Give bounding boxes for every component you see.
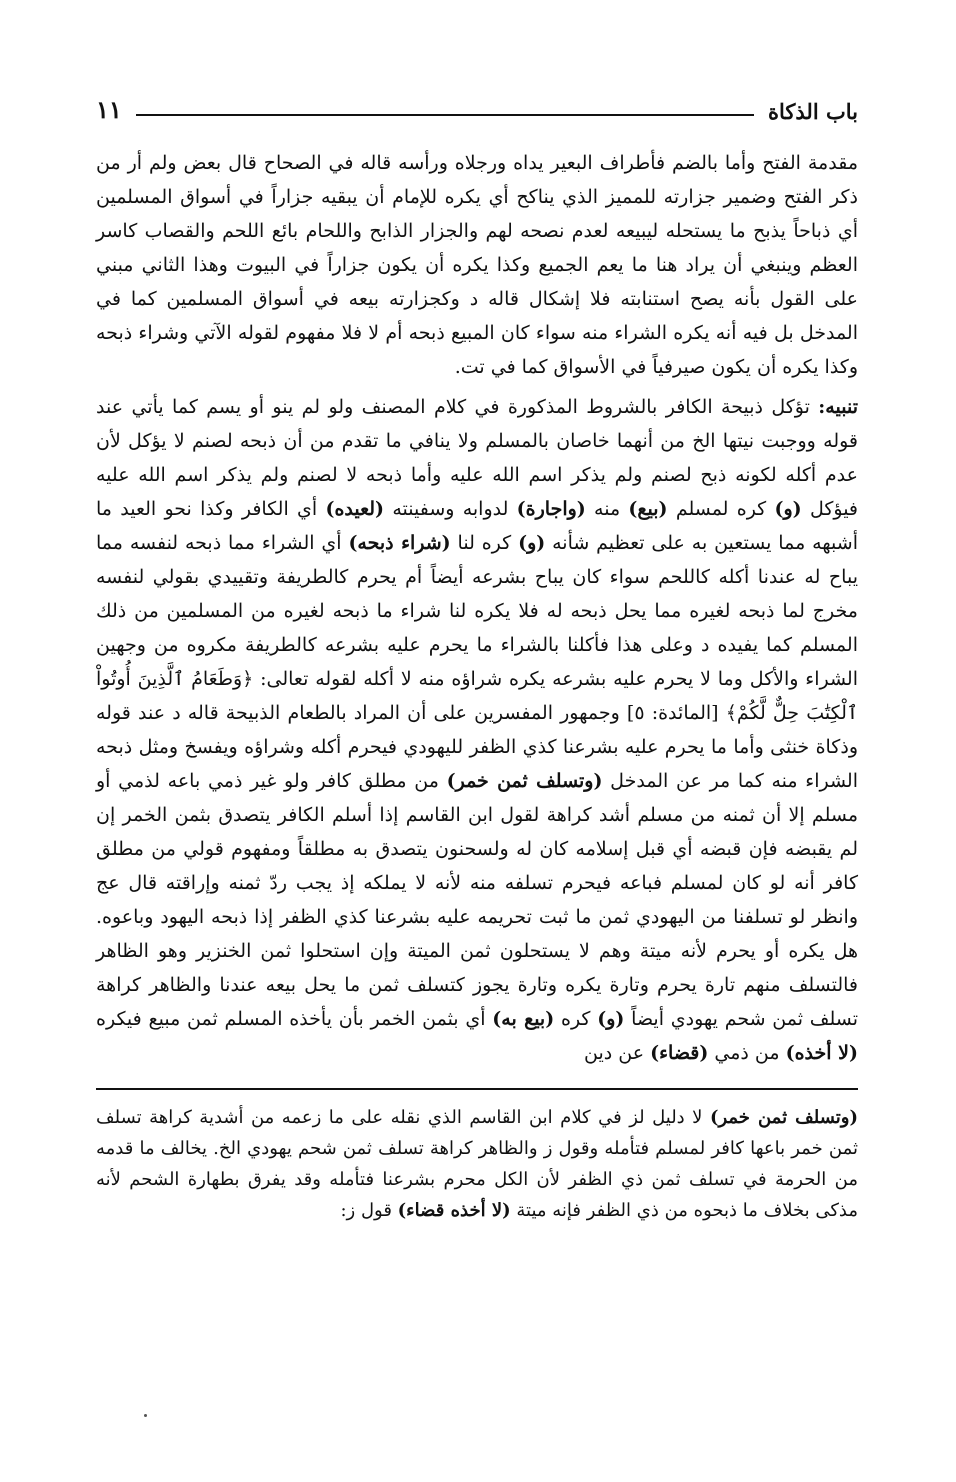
text-run: كره لنا — [450, 532, 519, 554]
matn-term: (و) — [597, 1008, 625, 1030]
text-run: منه — [585, 498, 629, 520]
text-run: [المائدة: ٥] وجمهور المفسرين على أن المراد بالطعام الذبيحة قاله د عند قوله وذكاة خنثى وأما ما يحرم عليه بشرعنا كذي الظفر لليهودي فيحرم أكله وشراؤه ويفسخ ومثل ذبحه الشراء منه كما مر عن المدخل — [96, 702, 858, 792]
matn-term: (وتسلف ثمن خمر) — [446, 770, 603, 792]
header-rule — [136, 114, 754, 116]
book-page — [96, 80, 858, 1440]
paragraph-commentary: مقدمة الفتح وأما بالضم فأطراف البعير يداه ورجلاه ورأسه قاله في الصحاح قال بعض ولم أر من ذكر الفتح وضمير جزارته للمميز الذي يناكح أي يكره للإمام أن يبقيه جزاراً في أسواق المسلمين أي ذباحاً يذبح ما يستحله ليبيعه لعدم نصحه لهم والجزار الذابح واللحام بائع اللحم والقصاب كاسر العظم وينبغي أن يراد هنا ما يعم الجميع وكذا يكره أن يكون جزاراً في البيوت وهذا الثاني مبني على القول بأنه يصح استنابته فلا إشكال قاله د وكجزارته بيعه في أسواق المسلمين كما في المدخل بل فيه أنه يكره الشراء منه سواء كان المبيع ذبحه أم لا فلا مفهوم لقوله الآتي وشراء ذبحه وكذا يكره أن يكون صيرفياً في الأسواق كما في تت. — [96, 152, 858, 378]
text-run: لا دليل لز في كلام ابن القاسم الذي نقله على ما زعمه من أشدية كراهة تسلف ثمن خمر باعها كافر لمسلم فتأمله وقول ز والظاهر كراهة تسلف ثمن شحم يهودي الخ. يخالف ما قدمه من الحرمة في تسلف ثمن ذي الظفر لأن الكل محرم بشرعنا فتأمله وقد يفرق بطهارة الشحم لأنه مذكى بخلاف ما ذبحوه من ذي الظفر فإنه ميتة — [96, 1107, 858, 1221]
chapter-title: باب الذكاة — [768, 99, 858, 124]
matn-term: (لعيده) — [325, 498, 385, 520]
footnote-divider — [96, 1088, 858, 1090]
footnote-term: (لا أخذه قضاء) — [397, 1200, 511, 1221]
text-run: من مطلق كافر ولو غير ذمي باعه لذمي أو مسلم إلا أن ثمنه من مسلم أشد كراهة لقول ابن القاسم إذا أسلم الكافر يتصدق بثمن الخمر إن لم يقبضه فإن قبضه أي قبل إسلامه كان له ولسحنون يتصدق به مطلقاً ومفهوم قولي من مطلق كافر أنه لو كان لمسلم فباعه فيحرم تسلفه منه لأنه لا يملكه إذ يجب ردّ ثمنه وإراقته قال عج وانظر لو تسلفنا من اليهودي ثمن ما ثبت تحريمه عليه بشرعنا كذي الظفر إذا ذبحه اليهود وباعوه. هل يكره أو يحرم لأنه ميتة وهم لا يستحلون ثمن الميتة وإن استحلوا ثمن الخنزير وهو الظاهر فالتسلف منهم تارة يحرم وتارة يكره وتارة يجوز كتسلف ثمن ما يحل بيعه عندنا والظاهر كراهة تسلف ثمن شحم يهودي أيضاً — [96, 770, 859, 1030]
text-run: كره — [554, 1008, 598, 1030]
text-run: من ذمي — [708, 1042, 786, 1064]
matn-term: (و) — [774, 498, 802, 520]
text-run: كره لمسلم — [667, 498, 775, 520]
footnote-paragraph — [96, 1102, 858, 1226]
text-run: قول ز: — [340, 1200, 398, 1221]
paragraph-tanbih — [96, 390, 858, 1070]
footnote — [96, 1102, 858, 1226]
matn-term: (لا أخذه) — [785, 1042, 858, 1064]
page-number: ١١ — [96, 95, 122, 124]
text-run: أي بثمن الخمر بأن يأخذه المسلم ثمن مبيع فيكره — [96, 1008, 493, 1030]
tanbih-label: تنبيه: — [818, 396, 858, 418]
footnote-term: (وتسلف ثمن خمر) — [709, 1107, 858, 1128]
matn-term: (واجارة) — [516, 498, 586, 520]
stray-ink-dot — [144, 1414, 147, 1417]
running-header — [96, 80, 858, 122]
text-run: تؤكل ذبيحة الكافر بالشروط المذكورة في كلام المصنف ولو لم ينو أو يسم كما يأتي عند قوله ووجبت نيتها الخ من أنهما خاصان بالمسلم ولا ينافي ما تقدم من أن ذبحه لصنم لا يؤكل لأن عدم أكله لكونه ذبح لصنم ولم يذكر اسم الله عليه وأما ذبحه لا لصنم ولم يذكر اسم الله عليه فيؤكل — [96, 396, 859, 520]
quran-verse: ﴿وَطَعَامُ ٱلَّذِينَ أُوتُواْ ٱلْكِتَٰبَ حِلٌّ لَّكُمْ﴾ — [96, 668, 858, 724]
matn-term: (قضاء) — [650, 1042, 709, 1064]
matn-term: (بيع) — [628, 498, 668, 520]
matn-term: (و) — [518, 532, 546, 554]
text-run: لدوابه وسفينته — [384, 498, 517, 520]
text-run: أي الشراء مما ذبحه لنفسه مما يباح له عندنا أكله كاللحم سواء كان يباح بشرعه أيضاً أم يحرم كالطريفة وتقييدي بقولي لنفسه مخرج لما ذبحه لغيره مما يحل ذبحه له فلا يكره لنا شراء ما ذبحه لغيره من المسلمين من ذلك المسلم كما يفيده د وعلى هذا فأكلنا بالشراء ما يحرم عليه بشرعه كالطريفة مكروه من وجهين الشراء والأكل وما لا يحرم عليه بشرعه يكره شراؤه منه لا أكله لقوله تعالى: — [96, 532, 858, 690]
matn-term: (بيع به) — [492, 1008, 555, 1030]
text-run: أي الكافر وكذا نحو العيد ما أشبهه مما يستعين به على تعظيم شأنه — [96, 498, 858, 554]
main-text — [96, 146, 858, 1070]
text-run: عن دين — [584, 1042, 651, 1064]
matn-term: (شراء ذبحه) — [348, 532, 451, 554]
